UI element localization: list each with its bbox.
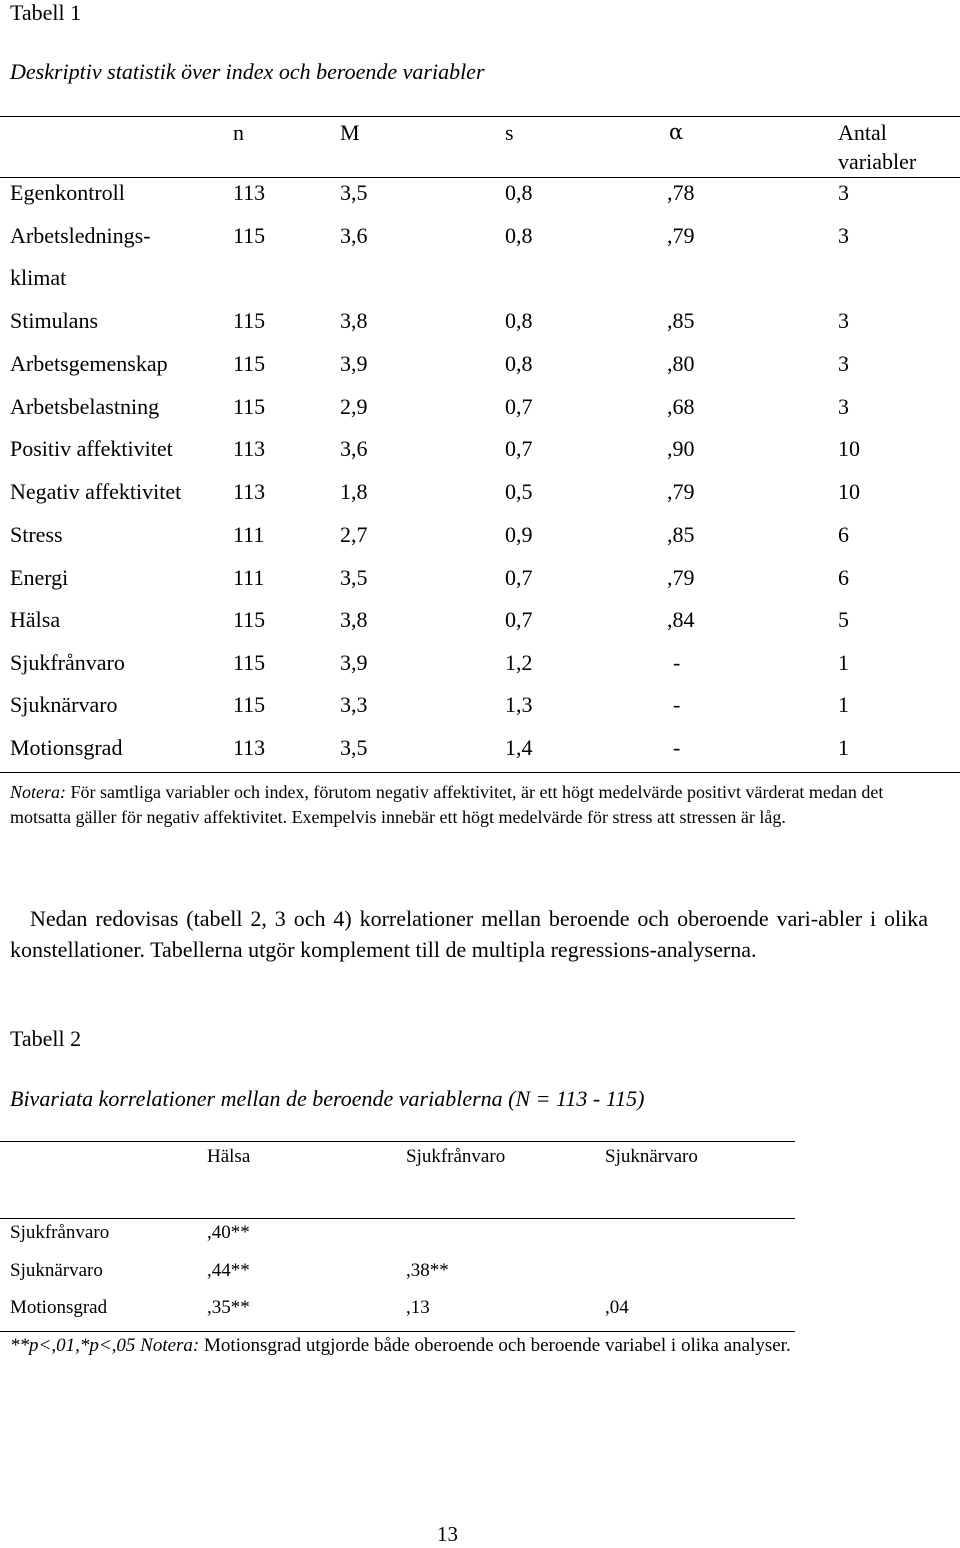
cell-m: 3,9 (340, 351, 368, 376)
cell-alpha: ,85 (667, 522, 695, 547)
table2-note (10, 1335, 791, 1357)
table1-note (10, 780, 940, 830)
note-text: För samtliga variabler och index, förutom negativ affektivitet, är ett högt medelvärde positivt värderat medan det motsatta gäller för negativ affektivitet. Exempelvis innebär ett högt medelvärde för stress att stressen är låg. (10, 782, 884, 827)
page-number: 13 (437, 1522, 458, 1546)
cell-m: 2,9 (340, 394, 368, 419)
row-label: Energi (10, 565, 69, 590)
table-row (0, 565, 960, 599)
row-label: Hälsa (10, 607, 61, 632)
table-row (0, 223, 960, 257)
row-label: Sjukfrånvaro (10, 1222, 110, 1243)
cell-antal: 6 (838, 522, 849, 547)
cell-s: 0,9 (505, 522, 533, 547)
row-label: klimat (10, 265, 67, 290)
table2-bottom-rule (0, 1331, 795, 1332)
cell-sjuknarvaro: ,04 (605, 1297, 629, 1318)
table1-bottom-rule (0, 772, 960, 773)
cell-antal: 1 (838, 692, 849, 717)
cell-antal: 3 (838, 351, 849, 376)
cell-alpha: ,80 (667, 351, 695, 376)
row-label: Stress (10, 522, 63, 547)
cell-s: 0,7 (505, 565, 533, 590)
body-paragraph: Nedan redovisas (tabell 2, 3 och 4) korrelationer mellan beroende och oberoende vari-abler i olika konstellationer. Tabellerna utgör komplement till de multipla regressions-analyserna. (10, 906, 928, 962)
table-row (0, 265, 960, 299)
header-alpha: α (669, 120, 684, 144)
cell-antal: 10 (838, 436, 860, 461)
table-row (0, 1260, 960, 1288)
cell-s: 0,7 (505, 607, 533, 632)
cell-alpha: ,79 (667, 565, 695, 590)
cell-n: 111 (233, 565, 265, 590)
row-label: Sjuknärvaro (10, 1260, 103, 1281)
cell-n: 115 (233, 692, 266, 717)
row-label: Motionsgrad (10, 735, 123, 760)
table-row (0, 650, 960, 684)
cell-n: 113 (233, 180, 266, 205)
table-row (0, 308, 960, 342)
cell-alpha: ,84 (667, 607, 695, 632)
cell-halsa: ,44** (207, 1260, 250, 1281)
cell-sjukfranvaro: ,38** (406, 1260, 449, 1281)
row-label: Negativ affektivitet (10, 479, 182, 504)
cell-alpha: ,79 (667, 479, 695, 504)
header-sjuknarvaro: Sjuknärvaro (605, 1146, 698, 1167)
cell-antal: 1 (838, 735, 849, 760)
cell-antal: 3 (838, 223, 849, 248)
cell-s: 0,5 (505, 479, 533, 504)
cell-m: 3,6 (340, 436, 368, 461)
cell-antal: 3 (838, 394, 849, 419)
table1-header-rule (0, 177, 960, 178)
row-label: Motionsgrad (10, 1297, 108, 1318)
row-label: Arbetsbelastning (10, 394, 160, 419)
cell-m: 3,8 (340, 607, 368, 632)
cell-alpha: ,79 (667, 223, 695, 248)
cell-m: 3,5 (340, 565, 368, 590)
row-label: Sjukfrånvaro (10, 650, 125, 675)
cell-antal: 10 (838, 479, 860, 504)
table2-label: Tabell 2 (10, 1026, 82, 1051)
cell-n: 115 (233, 223, 266, 248)
cell-m: 3,6 (340, 223, 368, 248)
note-significance: **p<,01,*p<,05 (10, 1335, 136, 1356)
header-n: n (233, 120, 244, 145)
table-row (0, 479, 960, 513)
cell-m: 3,5 (340, 735, 368, 760)
cell-n: 115 (233, 308, 266, 333)
table-row (0, 735, 960, 769)
cell-alpha: ,78 (667, 180, 695, 205)
note-label: Notera: (140, 1335, 200, 1356)
header-antal-line2: variabler (838, 149, 917, 174)
cell-n: 113 (233, 436, 266, 461)
note-text: Motionsgrad utgjorde både oberoende och beroende variabel i olika analyser. (199, 1335, 791, 1356)
cell-n: 115 (233, 650, 266, 675)
row-label: Egenkontroll (10, 180, 125, 205)
cell-m: 1,8 (340, 479, 368, 504)
table-row (0, 1297, 960, 1325)
table2-top-rule (0, 1141, 795, 1142)
cell-alpha: - (673, 692, 681, 717)
cell-n: 115 (233, 394, 266, 419)
cell-m: 3,5 (340, 180, 368, 205)
table-row (0, 351, 960, 385)
cell-alpha: - (673, 650, 681, 675)
header-antal-line1: Antal (838, 120, 887, 145)
header-s: s (505, 120, 514, 145)
cell-antal: 3 (838, 180, 849, 205)
cell-alpha: ,68 (667, 394, 695, 419)
cell-sjukfranvaro: ,13 (406, 1297, 430, 1318)
cell-s: 1,2 (505, 650, 533, 675)
row-label: Sjuknärvaro (10, 692, 118, 717)
note-label: Notera: (10, 782, 66, 802)
cell-s: 0,7 (505, 436, 533, 461)
cell-m: 3,9 (340, 650, 368, 675)
cell-antal: 3 (838, 308, 849, 333)
cell-s: 0,7 (505, 394, 533, 419)
cell-m: 2,7 (340, 522, 368, 547)
cell-m: 3,3 (340, 692, 368, 717)
row-label: Arbetslednings- (10, 223, 151, 248)
cell-m: 3,8 (340, 308, 368, 333)
cell-halsa: ,35** (207, 1297, 250, 1318)
cell-antal: 5 (838, 607, 849, 632)
cell-antal: 6 (838, 565, 849, 590)
cell-s: 1,4 (505, 735, 533, 760)
table-row (0, 607, 960, 641)
cell-s: 0,8 (505, 180, 533, 205)
header-m: M (340, 120, 360, 145)
table-row (0, 180, 960, 214)
cell-n: 113 (233, 735, 266, 760)
cell-n: 115 (233, 351, 266, 376)
cell-n: 111 (233, 522, 265, 547)
cell-antal: 1 (838, 650, 849, 675)
table2-title: Bivariata korrelationer mellan de beroende variablerna (N = 113 - 115) (10, 1086, 645, 1111)
table-row (0, 692, 960, 726)
cell-alpha: ,90 (667, 436, 695, 461)
row-label: Positiv affektivitet (10, 436, 173, 461)
cell-s: 1,3 (505, 692, 533, 717)
cell-s: 0,8 (505, 308, 533, 333)
header-sjukfranvaro: Sjukfrånvaro (406, 1146, 506, 1167)
table2-header-rule (0, 1218, 795, 1219)
header-halsa: Hälsa (207, 1146, 251, 1167)
cell-halsa: ,40** (207, 1222, 250, 1243)
table-row (0, 522, 960, 556)
cell-alpha: ,85 (667, 308, 695, 333)
table1-title: Deskriptiv statistik över index och beroende variabler (10, 59, 485, 84)
table1-label: Tabell 1 (10, 0, 82, 25)
cell-n: 113 (233, 479, 266, 504)
cell-n: 115 (233, 607, 266, 632)
row-label: Stimulans (10, 308, 99, 333)
table-row (0, 394, 960, 428)
table-row (0, 1222, 960, 1250)
cell-alpha: - (673, 735, 681, 760)
table-row (0, 436, 960, 470)
row-label: Arbetsgemenskap (10, 351, 168, 376)
table1-top-rule (0, 116, 960, 117)
cell-s: 0,8 (505, 351, 533, 376)
cell-s: 0,8 (505, 223, 533, 248)
